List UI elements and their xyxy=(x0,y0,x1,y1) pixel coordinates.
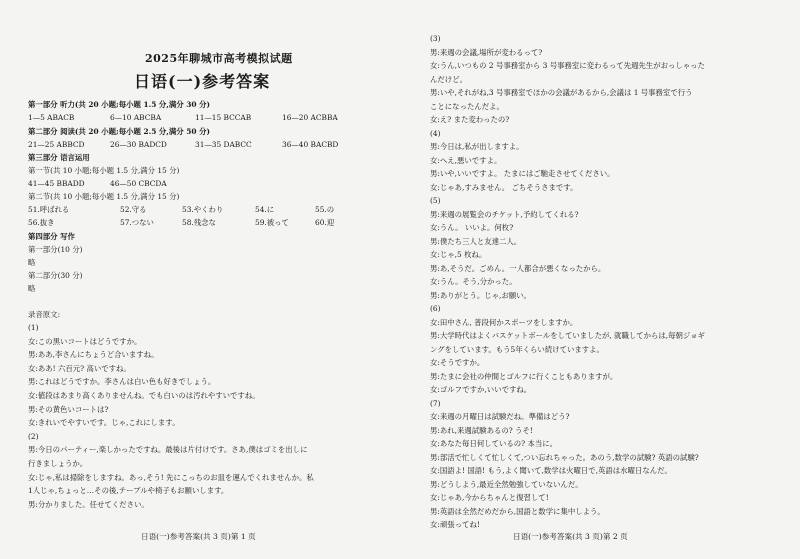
transcript-line: (3) xyxy=(430,34,441,43)
transcript-line: 女:国語よ! 国語! もう,よく聞いて,数学は火曜日で,英語は水曜日なんだ。 xyxy=(430,466,672,475)
transcript-line: ことになったんだよ。 xyxy=(430,101,504,111)
answer-group: 26—30 BADCD xyxy=(110,140,167,149)
transcript-line: 女:じゃあ,今からちゃんと復習して! xyxy=(430,493,549,502)
answer-group: 46—50 CBCDA xyxy=(110,179,167,188)
answer-group: 41—45 BBADD xyxy=(28,179,85,188)
transcript-line: んだけど。 xyxy=(430,74,467,84)
transcript-line: 1人じゃ,ちょっと…その後,テーブルや椅子もお願いします。 xyxy=(28,486,229,496)
answer-item: 53.やくわり xyxy=(182,205,224,214)
answer-item: 55.の xyxy=(315,205,335,214)
transcript-line: (5) xyxy=(430,196,441,205)
answer-item: 56.抜き xyxy=(28,218,55,227)
part4-sub1-answer: 略 xyxy=(28,258,36,267)
part3-section1: 第一节(共 10 小题;每小题 1.5 分,满分 15 分) xyxy=(28,166,180,175)
part4-sub2: 第二部分(30 分) xyxy=(28,271,83,280)
transcript-line: 男:英語は全然だめだから,国語と数学に集中しよう。 xyxy=(430,506,605,516)
transcript-line: 女:ああ! 六百元? 高いですね。 xyxy=(28,363,131,373)
transcript-line: 女:じゃ,私は掃除をしますね。あっ,そう! 先にこっちのお皿を運んでくれませんか。私 xyxy=(28,472,314,482)
answer-item: 60.迎 xyxy=(315,218,335,227)
answer-item: 54.に xyxy=(255,205,275,214)
transcript-line: 女:田中さん, 普段何かスポーツをしますか。 xyxy=(430,317,578,327)
transcript-line: 男:ありがとう。じゃ,お願い。 xyxy=(430,290,531,300)
part2-heading: 第二部分 阅读(共 20 小题;每小题 2.5 分,满分 50 分) xyxy=(28,127,210,136)
answer-group: 36—40 BACBD xyxy=(282,140,339,149)
part4-sub1: 第一部分(10 分) xyxy=(28,245,83,254)
transcript-line: 男:あれ,来週試験あるの? うそ! xyxy=(430,425,533,435)
transcript-line: 男:来週の展覧会のチケット,予約してくれる? xyxy=(430,209,579,219)
transcript-line: 女:頑張ってね! xyxy=(430,520,480,529)
transcript-line: (6) xyxy=(430,304,441,313)
exam-title: 2025年聊城市高考模拟试题 xyxy=(145,52,293,65)
transcript-line: 女:じゃ,5 枚ね。 xyxy=(430,250,487,259)
page-footer: 日语(一)参考答案(共 3 页)第 2 页 xyxy=(513,532,628,541)
transcript-line: 女:え? また変わったの? xyxy=(430,115,510,124)
transcript-line: 男:これはどうですか。李さんは白い色も好きでしょう。 xyxy=(28,377,216,387)
transcript-line: 女:この黒いコートはどうですか。 xyxy=(28,336,142,346)
transcript-line: 女:ゴルフですか,いいですね。 xyxy=(430,385,532,394)
answer-item: 52.守る xyxy=(120,205,147,214)
transcript-line: 男:分かりました。任せてください。 xyxy=(28,499,149,509)
answer-item: 58.残念な xyxy=(182,218,216,227)
transcript-line: 男:大学時代はよくバスケットボールをしていましたが, 就職してからは,毎朝ジョギ xyxy=(430,331,705,340)
part1-heading: 第一部分 听力(共 20 小题;每小题 1.5 分,满分 30 分) xyxy=(28,100,210,109)
transcript-line: 女:うん。そう,分かった。 xyxy=(430,277,517,286)
transcript-line: 男:いや,それがね,3 号事務室でほかの会議があるから,会議は 1 号事務室で行う xyxy=(430,88,693,97)
transcript-line: 男:来週の会議,場所が変わるって? xyxy=(430,47,543,57)
transcript-line: 男:部活で忙しくて忙しくて,つい忘れちゃった。あのう,数学の試験? 英語の試験? xyxy=(430,452,699,462)
transcript-line: 男:いや,いいですよ。 たまにはご馳走させてください。 xyxy=(430,169,615,178)
transcript-line: 女:へえ,悪いですよ。 xyxy=(430,155,502,165)
transcript-line: 男:どうしよう,最近全然勉強していないんだ。 xyxy=(430,479,583,489)
answer-item: 51.呼ばれる xyxy=(28,205,70,214)
page-2 xyxy=(400,0,800,559)
transcript-line: 女:うん。 いいよ。何枚? xyxy=(430,223,514,232)
part4-heading: 第四部分 写作 xyxy=(28,232,75,241)
transcript-line: 女:じゃあ,すみません。 ごちそうさまです。 xyxy=(430,182,578,192)
part3-heading: 第三部分 语言运用 xyxy=(28,153,90,162)
answer-group: 16—20 ACBBA xyxy=(282,113,338,122)
transcript-line: (7) xyxy=(430,398,441,408)
answer-item: 57.つない xyxy=(120,218,154,227)
transcript-line: 女:そうですか。 xyxy=(430,358,485,367)
transcript-line: 男:今日は,私が出しますよ。 xyxy=(430,142,524,151)
transcript-line: (2) xyxy=(28,431,39,441)
answer-item: 59.被って xyxy=(255,218,289,227)
transcript-line: 女:うん,いつもの 2 号事務室から 3 号事務室に変わるって先週先生がおっしゃった xyxy=(430,61,705,70)
transcript-line: (4) xyxy=(430,128,441,138)
answer-group: 6—10 ABCBA xyxy=(110,113,162,122)
page-footer: 日语(一)参考答案(共 3 页)第 1 页 xyxy=(141,532,256,541)
transcript-line: 女:きれいでやすいです。じゃ,これにします。 xyxy=(28,418,180,428)
answer-key-title: 日语(一)参考答案 xyxy=(134,72,271,91)
transcript-line: 男:僕たち三人と友達二人。 xyxy=(430,236,522,246)
answer-group: 11—15 BCCAB xyxy=(195,113,252,122)
transcript-heading: 录音原文: xyxy=(28,310,61,319)
transcript-line: 女:あなた毎日何しているの? 本当に。 xyxy=(430,439,558,448)
transcript-line: ングをしています。もう5年くらい続けていますよ。 xyxy=(430,344,604,354)
transcript-line: 女:値段はあまり高くありませんね。でも白いのは汚れやすいですね。 xyxy=(28,391,260,400)
transcript-line: 男:あ,そうだ。ごめん。一人都合が悪くなったから。 xyxy=(430,263,606,273)
transcript-line: 男:今日のパーティー,楽しかったですね。最後は片付けです。さあ,僕はゴミを出しに xyxy=(28,445,308,455)
answer-group: 1—5 ABACB xyxy=(28,113,75,122)
part3-section2: 第二节(共 10 小题;每小题 1.5 分,满分 15 分) xyxy=(28,192,180,201)
transcript-line: (1) xyxy=(28,323,39,332)
transcript-line: 女:来週の月曜日は試験だね。準備はどう? xyxy=(430,412,570,421)
answer-group: 21—25 ABBCD xyxy=(28,140,85,149)
transcript-line: 男:たまに会社の仲間とゴルフに行くこともありますが。 xyxy=(430,371,618,381)
part4-sub2-answer: 略 xyxy=(28,284,36,293)
transcript-line: 男:その黄色いコートは? xyxy=(28,404,109,414)
transcript-line: 行きましょうか。 xyxy=(28,459,88,468)
transcript-line: 男:ああ,李さんにちょうど合いますね。 xyxy=(28,350,159,360)
answer-group: 31—35 DABCC xyxy=(195,140,252,149)
